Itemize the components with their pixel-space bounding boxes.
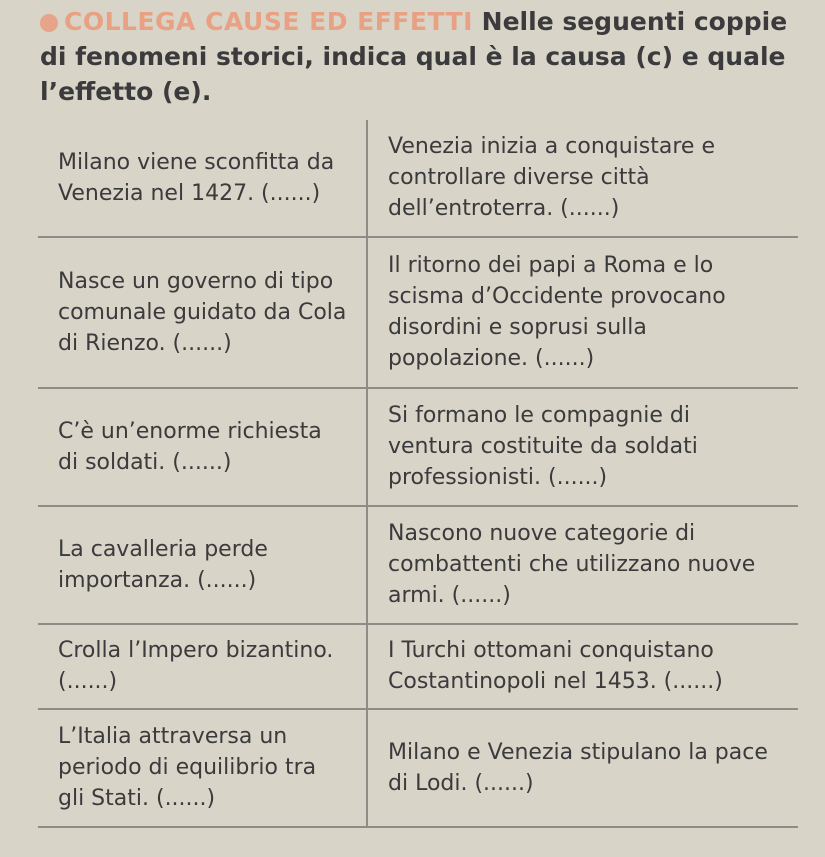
exercise-tag: COLLEGA CAUSE ED EFFETTI <box>64 7 473 36</box>
cause-effect-cell-left: C’è un’enorme richiesta di soldati. (......) <box>38 388 367 506</box>
cause-effect-cell-right: Il ritorno dei papi a Roma e lo scisma d’Occidente provocano disordini e soprusi sulla popolazione. (......) <box>367 237 798 388</box>
table-row <box>38 624 798 709</box>
table-row <box>38 506 798 624</box>
cause-effect-cell-left: Crolla l’Impero bizantino. (......) <box>38 624 367 709</box>
cause-effect-cell-left: La cavalleria perde importanza. (......) <box>38 506 367 624</box>
exercise-bullet-icon <box>40 14 58 32</box>
cause-effect-cell-right: I Turchi ottomani conquistano Costantinopoli nel 1453. (......) <box>367 624 798 709</box>
cause-effect-cell-left: Nasce un governo di tipo comunale guidato da Cola di Rienzo. (......) <box>38 237 367 388</box>
cause-effect-cell-right: Milano e Venezia stipulano la pace di Lodi. (......) <box>367 709 798 827</box>
cause-effect-cell-left: Milano viene sconfitta da Venezia nel 1427. (......) <box>38 120 367 237</box>
cause-effect-cell-right: Nascono nuove categorie di combattenti che utilizzano nuove armi. (......) <box>367 506 798 624</box>
cause-effect-cell-right: Si formano le compagnie di ventura costituite da soldati professionisti. (......) <box>367 388 798 506</box>
exercise-instruction: Nelle seguenti coppie di fenomeni storici, indica qual è la causa (c) e quale l’effetto (e). <box>40 7 788 106</box>
cause-effect-table <box>38 120 798 828</box>
table-row <box>38 120 798 237</box>
cause-effect-cell-right: Venezia inizia a conquistare e controllare diverse città dell’entroterra. (......) <box>367 120 798 237</box>
cause-effect-cell-left: L’Italia attraversa un periodo di equilibrio tra gli Stati. (......) <box>38 709 367 827</box>
exercise-header <box>40 4 810 109</box>
table-row <box>38 237 798 388</box>
table-row <box>38 388 798 506</box>
table-row <box>38 709 798 827</box>
